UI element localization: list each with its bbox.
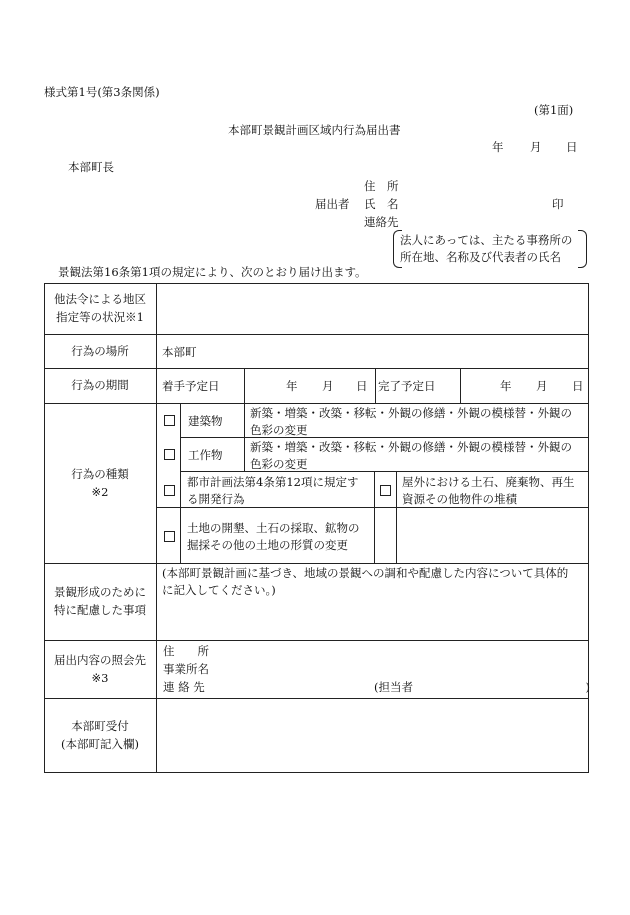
reception-label-line2: (本部町記入欄) — [61, 736, 139, 751]
period-label: 行為の期間 — [71, 378, 129, 393]
building-description-line1: 新築・増築・改築・移転・外観の修繕・外観の模様替・外観の — [250, 406, 572, 420]
date-day-label: 日 — [566, 140, 578, 154]
reception-field — [157, 699, 588, 772]
consideration-instructions — [162, 565, 568, 598]
start-month-label: 月 — [322, 379, 334, 393]
outdoor-storage-checkbox[interactable] — [380, 485, 391, 496]
other-laws-label — [44, 284, 156, 334]
inquiry-contact-label-line2: ※3 — [91, 670, 109, 685]
land-change-label — [187, 520, 360, 553]
end-month-label: 月 — [536, 379, 548, 393]
land-change-label-line2: 掘採その他の土地の形質の変更 — [187, 537, 348, 552]
other-laws-label-line2: 指定等の状況※1 — [56, 310, 144, 324]
structure-checkbox[interactable] — [164, 449, 175, 460]
consideration-field[interactable] — [157, 600, 588, 640]
building-label: 建築物 — [188, 414, 223, 428]
outdoor-storage-label-line2: 資源その他物件の堆積 — [402, 491, 517, 506]
inquiry-contact-label — [44, 641, 156, 698]
structure-label: 工作物 — [188, 448, 223, 462]
inquiry-contact-label-line1: 届出内容の照会先 — [54, 652, 146, 667]
addressee: 本部町長 — [68, 160, 114, 174]
building-description-line2: 色彩の変更 — [250, 422, 308, 437]
location-label: 行為の場所 — [71, 343, 129, 358]
location-value[interactable]: 本部町 — [162, 345, 197, 359]
end-day-label: 日 — [572, 379, 584, 393]
form-number: 様式第1号(第3条関係) — [44, 85, 160, 99]
consideration-label — [44, 564, 156, 640]
date-year-label: 年 — [492, 140, 504, 154]
development-act-label-line2: る開発行為 — [187, 491, 245, 506]
building-description — [250, 405, 572, 438]
development-act-checkbox[interactable] — [164, 485, 175, 496]
contact-phone-label: 連 絡 先 — [163, 680, 205, 694]
applicant-contact-label: 連絡先 — [364, 215, 399, 229]
outdoor-storage-label — [402, 474, 575, 507]
corporation-note-line2: 所在地、名称及び代表者の氏名 — [400, 249, 561, 264]
end-year-label: 年 — [500, 379, 512, 393]
start-year-label: 年 — [286, 379, 298, 393]
action-type-label — [44, 404, 156, 563]
structure-description-line2: 色彩の変更 — [250, 456, 308, 471]
action-type-label-line1: 行為の種類 — [71, 466, 129, 481]
development-act-label — [187, 474, 358, 507]
date-month-label: 月 — [530, 140, 542, 154]
other-laws-field[interactable] — [157, 284, 588, 334]
structure-description-line1: 新築・増築・改築・移転・外観の修繕・外観の模様替・外観の — [250, 440, 572, 454]
consideration-instructions-line2: に記入してください。) — [162, 582, 276, 597]
contact-person-field[interactable]: (担当者 ) — [374, 680, 590, 694]
land-change-checkbox[interactable] — [164, 531, 175, 542]
applicant-role-label: 届出者 — [315, 197, 350, 211]
corporation-note — [400, 232, 580, 265]
other-laws-label-line1: 他法令による地区 — [54, 292, 146, 307]
contact-address-label: 住 所 — [163, 644, 209, 658]
action-type-label-line2: ※2 — [91, 484, 109, 499]
applicant-address-label: 住 所 — [364, 179, 399, 193]
start-date-label: 着手予定日 — [162, 379, 220, 393]
development-act-label-line1: 都市計画法第4条第12項に規定す — [187, 475, 359, 489]
intro-statement: 景観法第16条第1項の規定により、次のとおり届け出ます。 — [58, 265, 367, 279]
reception-label-line1: 本部町受付 — [71, 718, 129, 733]
consideration-instructions-line1: (本部町景観計画に基づき、地域の景観への調和や配慮した内容について具体的 — [162, 566, 569, 580]
land-change-label-line1: 土地の開墾、土石の採取、鉱物の — [187, 521, 360, 535]
applicant-name-label: 氏 名 — [364, 197, 399, 211]
contact-office-label: 事業所名 — [163, 662, 209, 676]
building-checkbox[interactable] — [164, 415, 175, 426]
consideration-label-line2: 特に配慮した事項 — [54, 603, 146, 617]
reception-label — [44, 699, 156, 772]
document-title: 本部町景観計画区域内行為届出書 — [228, 123, 401, 137]
start-day-label: 日 — [356, 379, 368, 393]
page-label: (第1面) — [534, 103, 574, 117]
outdoor-storage-label-line1: 屋外における土石、廃棄物、再生 — [402, 475, 575, 489]
structure-description — [250, 439, 572, 472]
seal-mark: 印 — [552, 197, 564, 211]
corporation-note-line1: 法人にあっては、主たる事務所の — [400, 233, 573, 247]
end-date-label: 完了予定日 — [378, 379, 436, 393]
consideration-label-line1: 景観形成のために — [54, 585, 146, 600]
